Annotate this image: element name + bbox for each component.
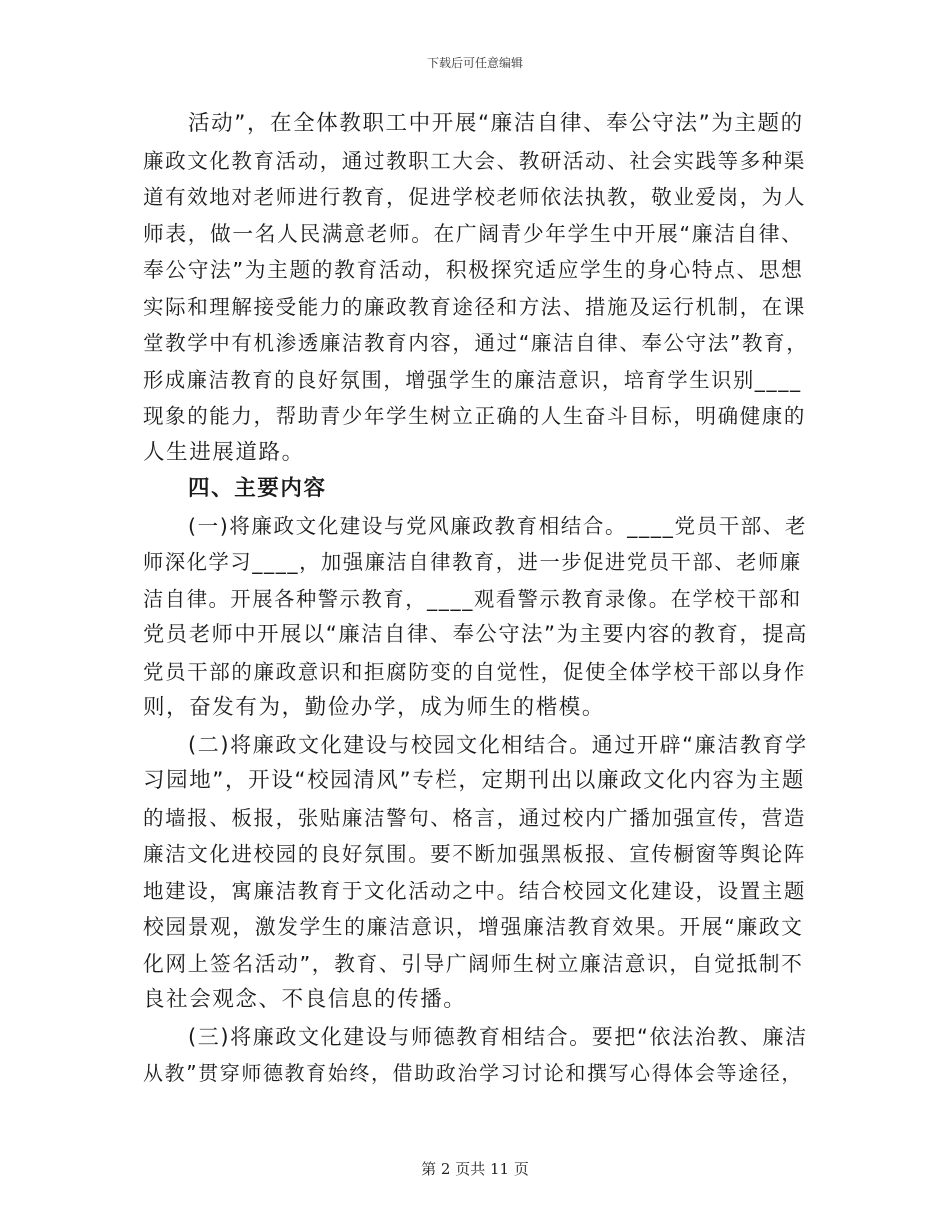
text-line: 堂教学中有机渗透廉洁教育内容，通过“廉洁自律、奉公守法”教育， xyxy=(143,331,809,355)
text-line: 洁自律。开展各种警示教育，____观看警示教育录像。在学校干部和 xyxy=(143,586,802,611)
text-line: 党员干部的廉政意识和拒腐防变的自觉性，促使全体学校干部以身作 xyxy=(143,659,806,684)
text-line: 廉洁文化进校园的良好氛围。要不断加强黑板报、宣传橱窗等舆论阵 xyxy=(143,842,806,866)
text-line: (一)将廉政文化建设与党风廉政教育相结合。____党员干部、老 xyxy=(188,513,808,538)
text-line: 的墙报、板报，张贴廉洁警句、格言，通过校内广播加强宣传，营造 xyxy=(143,805,806,830)
document-body xyxy=(143,106,808,1092)
text-line: (二)将廉政文化建设与校园文化相结合。通过开辟“廉洁教育学 xyxy=(188,732,808,757)
text-line: 则，奋发有为，勤俭办学，成为师生的楷模。 xyxy=(143,695,606,720)
text-line: (三)将廉政文化建设与师德教育相结合。要把“依法治教、廉洁 xyxy=(188,1024,808,1049)
section-heading: 四、主要内容 xyxy=(188,476,327,501)
text-line: 师表，做一名人民满意老师。在广阔青少年学生中开展“廉洁自律、 xyxy=(143,221,804,246)
text-line: 道有效地对老师进行教育，促进学校老师依法执教，敬业爱岗，为人 xyxy=(143,185,806,209)
text-line: 师深化学习____，加强廉洁自律教育，进一步促进党员干部、老师廉 xyxy=(143,550,802,574)
text-line: 党员老师中开展以“廉洁自律、奉公守法”为主要内容的教育，提高 xyxy=(143,622,809,647)
text-line: 形成廉洁教育的良好氛围，增强学生的廉洁意识，培育学生识别____ xyxy=(143,367,802,392)
text-line: 活动”，在全体教职工中开展“廉洁自律、奉公守法”为主题的 xyxy=(188,111,804,136)
page-footer: 第 2 页共 11 页 xyxy=(421,1160,529,1178)
text-line: 地建设，寓廉洁教育于文化活动之中。结合校园文化建设，设置主题 xyxy=(143,878,806,903)
page-header: 下载后可任意编辑 xyxy=(426,56,523,70)
text-line: 良社会观念、不良信息的传播。 xyxy=(143,987,467,1012)
text-line: 现象的能力，帮助青少年学生树立正确的人生奋斗目标，明确健康的 xyxy=(143,404,806,428)
text-line: 实际和理解接受能力的廉政教育途径和方法、措施及运行机制，在课 xyxy=(143,294,806,319)
text-line: 廉政文化教育活动，通过教职工大会、教研活动、社会实践等多种渠 xyxy=(143,148,806,173)
text-line: 校园景观，激发学生的廉洁意识，增强廉洁教育效果。开展“廉政文 xyxy=(143,915,804,939)
text-line: 奉公守法”为主题的教育活动，积极探究适应学生的身心特点、思想 xyxy=(143,258,804,282)
text-line: 习园地”，开设“校园清风”专栏，定期刊出以廉政文化内容为主题 xyxy=(143,768,805,793)
text-line: 人生进展道路。 xyxy=(143,439,305,465)
text-line: 从教”贯穿师德教育始终，借助政治学习讨论和撰写心得体会等途径， xyxy=(143,1061,803,1085)
text-line: 化网上签名活动”，教育、引导广阔师生树立廉洁意识，自觉抵制不 xyxy=(143,951,804,976)
